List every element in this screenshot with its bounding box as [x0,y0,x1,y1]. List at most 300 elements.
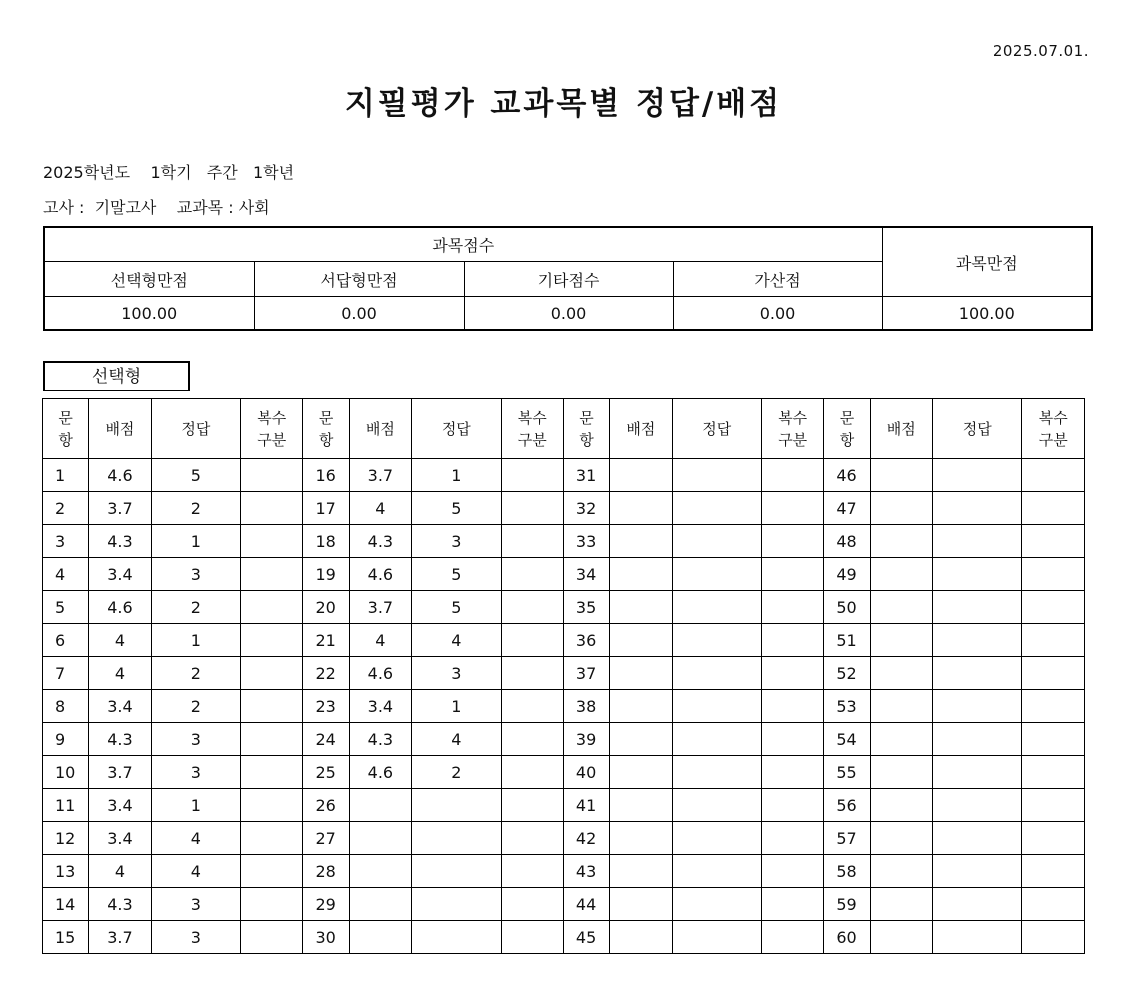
question-no-cell: 23 [303,690,349,723]
multi-answer-cell [1022,723,1085,756]
answer-cell: 3 [151,723,241,756]
answer-cell [932,459,1022,492]
question-no-cell: 25 [303,756,349,789]
points-cell [610,723,672,756]
question-no-cell: 43 [563,855,609,888]
answer-cell: 4 [151,822,241,855]
points-cell [870,492,932,525]
points-cell [349,921,411,954]
answer-row [43,624,1085,657]
question-no-cell: 15 [43,921,89,954]
points-cell [610,822,672,855]
multi-answer-header [1022,399,1085,459]
multi-answer-cell [762,822,824,855]
multi-answer-cell [241,789,303,822]
bonus-score-header: 가산점 [673,262,882,297]
question-no-cell: 30 [303,921,349,954]
multi-answer-cell [241,492,303,525]
question-no-header [303,399,349,459]
multi-answer-cell [762,624,824,657]
question-no-header-line: 항 [579,430,594,449]
answer-header: 정답 [932,399,1022,459]
answer-row [43,690,1085,723]
answer-cell [412,855,502,888]
points-cell: 3.7 [349,459,411,492]
question-no-cell: 51 [824,624,870,657]
answer-cell: 2 [151,591,241,624]
points-cell [349,822,411,855]
points-cell: 4.6 [89,459,151,492]
answer-cell: 2 [151,657,241,690]
question-no-cell: 7 [43,657,89,690]
question-no-cell: 17 [303,492,349,525]
question-no-cell: 42 [563,822,609,855]
written-max-header: 서답형만점 [254,262,464,297]
question-no-cell: 6 [43,624,89,657]
multi-answer-cell [1022,459,1085,492]
answer-header: 정답 [672,399,762,459]
answer-cell: 3 [151,921,241,954]
multi-answer-cell [501,921,563,954]
exam-info-line-1 [43,160,294,183]
multi-answer-cell [241,888,303,921]
bonus-score-value: 0.00 [673,297,882,331]
points-cell [870,888,932,921]
answer-header: 정답 [412,399,502,459]
answer-cell [672,789,762,822]
multi-answer-header-line: 복수 [1038,408,1068,427]
answer-cell [672,591,762,624]
answer-cell [672,558,762,591]
answer-cell [672,822,762,855]
question-no-cell: 18 [303,525,349,558]
question-no-cell: 52 [824,657,870,690]
multi-answer-cell [1022,888,1085,921]
multi-answer-cell [1022,492,1085,525]
question-no-cell: 4 [43,558,89,591]
points-cell: 3.7 [89,492,151,525]
answer-cell: 5 [412,492,502,525]
subject-label: 교과목 : [176,198,234,217]
question-no-cell: 49 [824,558,870,591]
answer-cell [672,723,762,756]
points-cell [870,525,932,558]
multi-answer-cell [1022,558,1085,591]
multi-answer-cell [241,657,303,690]
points-cell [610,690,672,723]
multi-answer-cell [501,756,563,789]
multi-answer-header-line: 복수 [257,408,287,427]
multi-answer-cell [501,459,563,492]
answer-cell: 3 [412,657,502,690]
answer-cell [932,690,1022,723]
multiple-choice-max-value: 100.00 [44,297,254,331]
points-cell [610,888,672,921]
answer-cell [932,855,1022,888]
answer-cell [672,492,762,525]
points-cell: 4 [89,855,151,888]
points-cell [610,492,672,525]
points-cell: 4 [89,624,151,657]
question-no-cell: 31 [563,459,609,492]
points-cell: 4.3 [89,525,151,558]
multi-answer-cell [241,525,303,558]
answer-cell: 3 [151,558,241,591]
answer-cell [932,756,1022,789]
question-no-cell: 58 [824,855,870,888]
multi-answer-cell [241,822,303,855]
points-header: 배점 [610,399,672,459]
points-cell [870,789,932,822]
question-no-header [43,399,89,459]
answer-cell [672,756,762,789]
exam-info-line-2 [43,195,270,218]
subject-score-group-header: 과목점수 [44,227,882,262]
points-cell: 4.3 [89,888,151,921]
points-cell: 4 [89,657,151,690]
question-no-cell: 19 [303,558,349,591]
question-no-cell: 12 [43,822,89,855]
answer-cell [932,525,1022,558]
points-cell [870,756,932,789]
answer-cell: 5 [151,459,241,492]
multi-answer-cell [1022,756,1085,789]
multi-answer-cell [501,657,563,690]
written-max-value: 0.00 [254,297,464,331]
multi-answer-cell [762,723,824,756]
multi-answer-header-line: 구분 [257,430,287,449]
points-cell: 3.7 [89,921,151,954]
multi-answer-cell [1022,789,1085,822]
multi-answer-header-line: 구분 [1038,430,1068,449]
question-no-cell: 34 [563,558,609,591]
answer-cell [412,921,502,954]
answer-cell: 4 [412,723,502,756]
multi-answer-cell [241,459,303,492]
exam-name: 기말고사 [94,198,157,217]
multi-answer-cell [501,822,563,855]
question-no-cell: 46 [824,459,870,492]
multi-answer-cell [762,459,824,492]
points-cell: 3.4 [89,558,151,591]
answer-cell: 2 [151,492,241,525]
multi-answer-cell [241,921,303,954]
answer-cell: 4 [412,624,502,657]
answer-cell [932,789,1022,822]
question-no-cell: 2 [43,492,89,525]
question-no-cell: 40 [563,756,609,789]
multi-answer-cell [1022,591,1085,624]
points-cell [870,690,932,723]
question-no-cell: 20 [303,591,349,624]
question-no-header-line: 항 [839,430,855,449]
question-no-cell: 26 [303,789,349,822]
answer-row [43,459,1085,492]
points-cell [610,558,672,591]
question-no-cell: 11 [43,789,89,822]
question-no-cell: 3 [43,525,89,558]
points-cell [870,624,932,657]
question-no-cell: 60 [824,921,870,954]
report-date: 2025.07.01. [992,42,1089,60]
answer-cell [672,525,762,558]
answer-cell: 3 [151,756,241,789]
question-no-header-line: 문 [579,408,594,427]
question-no-cell: 1 [43,459,89,492]
answer-cell [672,888,762,921]
answer-cell [932,558,1022,591]
multi-answer-cell [501,591,563,624]
question-no-cell: 48 [824,525,870,558]
score-header-row [44,227,1092,262]
question-no-cell: 21 [303,624,349,657]
points-cell: 4.3 [349,723,411,756]
multi-answer-cell [241,624,303,657]
answer-cell: 5 [412,558,502,591]
multi-answer-cell [501,723,563,756]
multi-answer-cell [501,855,563,888]
answer-row [43,591,1085,624]
question-no-header-line: 항 [58,430,73,449]
answer-header: 정답 [151,399,241,459]
answer-cell [412,888,502,921]
multi-answer-cell [241,690,303,723]
question-no-cell: 54 [824,723,870,756]
points-cell [610,624,672,657]
question-no-cell: 8 [43,690,89,723]
question-no-cell: 47 [824,492,870,525]
answer-cell [672,657,762,690]
answer-cell [672,921,762,954]
question-no-cell: 41 [563,789,609,822]
points-cell [870,459,932,492]
multi-answer-cell [762,921,824,954]
points-cell [610,855,672,888]
full-score-value: 100.00 [882,297,1092,331]
question-no-cell: 24 [303,723,349,756]
answer-header-row [43,399,1085,459]
question-no-cell: 22 [303,657,349,690]
answer-row [43,558,1085,591]
multi-answer-header-line: 구분 [778,430,808,449]
points-cell: 4.6 [349,657,411,690]
multi-answer-cell [1022,525,1085,558]
multi-answer-cell [762,492,824,525]
multi-answer-cell [762,756,824,789]
other-score-header: 기타점수 [464,262,673,297]
question-no-cell: 5 [43,591,89,624]
question-no-cell: 16 [303,459,349,492]
question-no-header-line: 문 [318,408,334,427]
points-cell [610,459,672,492]
answer-row [43,492,1085,525]
subject-name: 사회 [238,198,270,217]
answer-cell [672,690,762,723]
multi-answer-header-line: 복수 [778,408,808,427]
multi-answer-cell [1022,657,1085,690]
question-no-cell: 13 [43,855,89,888]
multi-answer-cell [762,525,824,558]
multi-answer-cell [762,855,824,888]
answer-cell: 1 [412,459,502,492]
question-no-cell: 32 [563,492,609,525]
points-cell: 4 [349,492,411,525]
multi-answer-cell [762,657,824,690]
multi-answer-cell [241,855,303,888]
multi-answer-cell [1022,822,1085,855]
points-cell: 3.4 [89,690,151,723]
multi-answer-cell [1022,921,1085,954]
answer-cell: 2 [412,756,502,789]
question-no-cell: 37 [563,657,609,690]
points-cell: 4.6 [89,591,151,624]
answer-row [43,855,1085,888]
points-cell [870,855,932,888]
points-cell: 4.6 [349,558,411,591]
multi-answer-cell [1022,624,1085,657]
points-cell [349,789,411,822]
points-cell [349,888,411,921]
question-no-header [563,399,609,459]
question-no-cell: 45 [563,921,609,954]
multi-answer-cell [1022,855,1085,888]
points-header: 배점 [349,399,411,459]
multi-answer-cell [762,591,824,624]
question-no-cell: 44 [563,888,609,921]
multi-answer-cell [762,789,824,822]
answer-cell [672,624,762,657]
multi-answer-cell [762,558,824,591]
answer-cell [932,657,1022,690]
points-cell [610,789,672,822]
answer-row [43,921,1085,954]
points-cell: 3.7 [89,756,151,789]
question-no-cell: 9 [43,723,89,756]
question-no-cell: 29 [303,888,349,921]
question-no-cell: 59 [824,888,870,921]
answer-cell [932,723,1022,756]
answer-cell [412,789,502,822]
multi-answer-cell [501,624,563,657]
multi-answer-header [501,399,563,459]
answer-cell [932,822,1022,855]
question-no-cell: 38 [563,690,609,723]
answer-cell: 1 [412,690,502,723]
question-no-header-line: 항 [318,430,334,449]
multi-answer-cell [762,690,824,723]
multi-answer-header [241,399,303,459]
answer-key-table [42,398,1085,954]
points-cell [870,723,932,756]
multi-answer-cell [501,690,563,723]
points-cell: 4 [349,624,411,657]
points-cell [610,921,672,954]
points-cell: 3.4 [89,822,151,855]
multi-answer-cell [501,525,563,558]
points-cell [870,558,932,591]
points-cell [610,657,672,690]
question-no-header-line: 문 [58,408,73,427]
answer-cell: 1 [151,789,241,822]
multi-answer-cell [762,888,824,921]
question-no-cell: 36 [563,624,609,657]
multi-answer-header [762,399,824,459]
question-no-cell: 28 [303,855,349,888]
answer-row [43,888,1085,921]
points-cell [870,822,932,855]
points-cell [610,525,672,558]
answer-row [43,756,1085,789]
multi-answer-cell [501,492,563,525]
points-cell [870,921,932,954]
multi-answer-cell [501,789,563,822]
shift: 주간 [206,163,238,182]
answer-row [43,723,1085,756]
points-cell [349,855,411,888]
question-no-cell: 33 [563,525,609,558]
answer-cell: 2 [151,690,241,723]
question-no-cell: 27 [303,822,349,855]
answer-cell: 4 [151,855,241,888]
multiple-choice-max-header: 선택형만점 [44,262,254,297]
question-no-header-line: 문 [839,408,855,427]
answer-cell: 5 [412,591,502,624]
question-no-cell: 14 [43,888,89,921]
answer-cell [932,492,1022,525]
question-no-cell: 56 [824,789,870,822]
question-no-cell: 35 [563,591,609,624]
question-no-cell: 57 [824,822,870,855]
question-no-cell: 39 [563,723,609,756]
answer-cell [932,888,1022,921]
points-header: 배점 [89,399,151,459]
multi-answer-header-line: 복수 [517,408,547,427]
points-cell [870,657,932,690]
answer-cell: 1 [151,624,241,657]
question-no-cell: 50 [824,591,870,624]
school-year: 2025학년도 [43,163,131,182]
points-cell: 4.3 [89,723,151,756]
points-cell [610,591,672,624]
answer-row [43,822,1085,855]
grade: 1학년 [252,163,295,182]
answer-row [43,525,1085,558]
question-no-cell: 10 [43,756,89,789]
answer-cell [932,921,1022,954]
question-no-header [824,399,870,459]
multi-answer-cell [241,558,303,591]
answer-cell [932,624,1022,657]
multi-answer-cell [241,723,303,756]
question-no-cell: 53 [824,690,870,723]
multi-answer-cell [1022,690,1085,723]
page-title: 지필평가 교과목별 정답/배점 [344,86,783,122]
semester: 1학기 [150,163,192,182]
multi-answer-header-line: 구분 [517,430,547,449]
points-cell: 3.7 [349,591,411,624]
multi-answer-cell [501,888,563,921]
answer-cell [672,459,762,492]
section-label-multiple-choice: 선택형 [43,361,190,391]
multi-answer-cell [501,558,563,591]
points-cell: 4.6 [349,756,411,789]
answer-cell: 3 [151,888,241,921]
points-cell [870,591,932,624]
answer-cell [932,591,1022,624]
answer-cell: 1 [151,525,241,558]
score-value-row [44,297,1092,331]
exam-label: 고사 : [43,198,85,217]
